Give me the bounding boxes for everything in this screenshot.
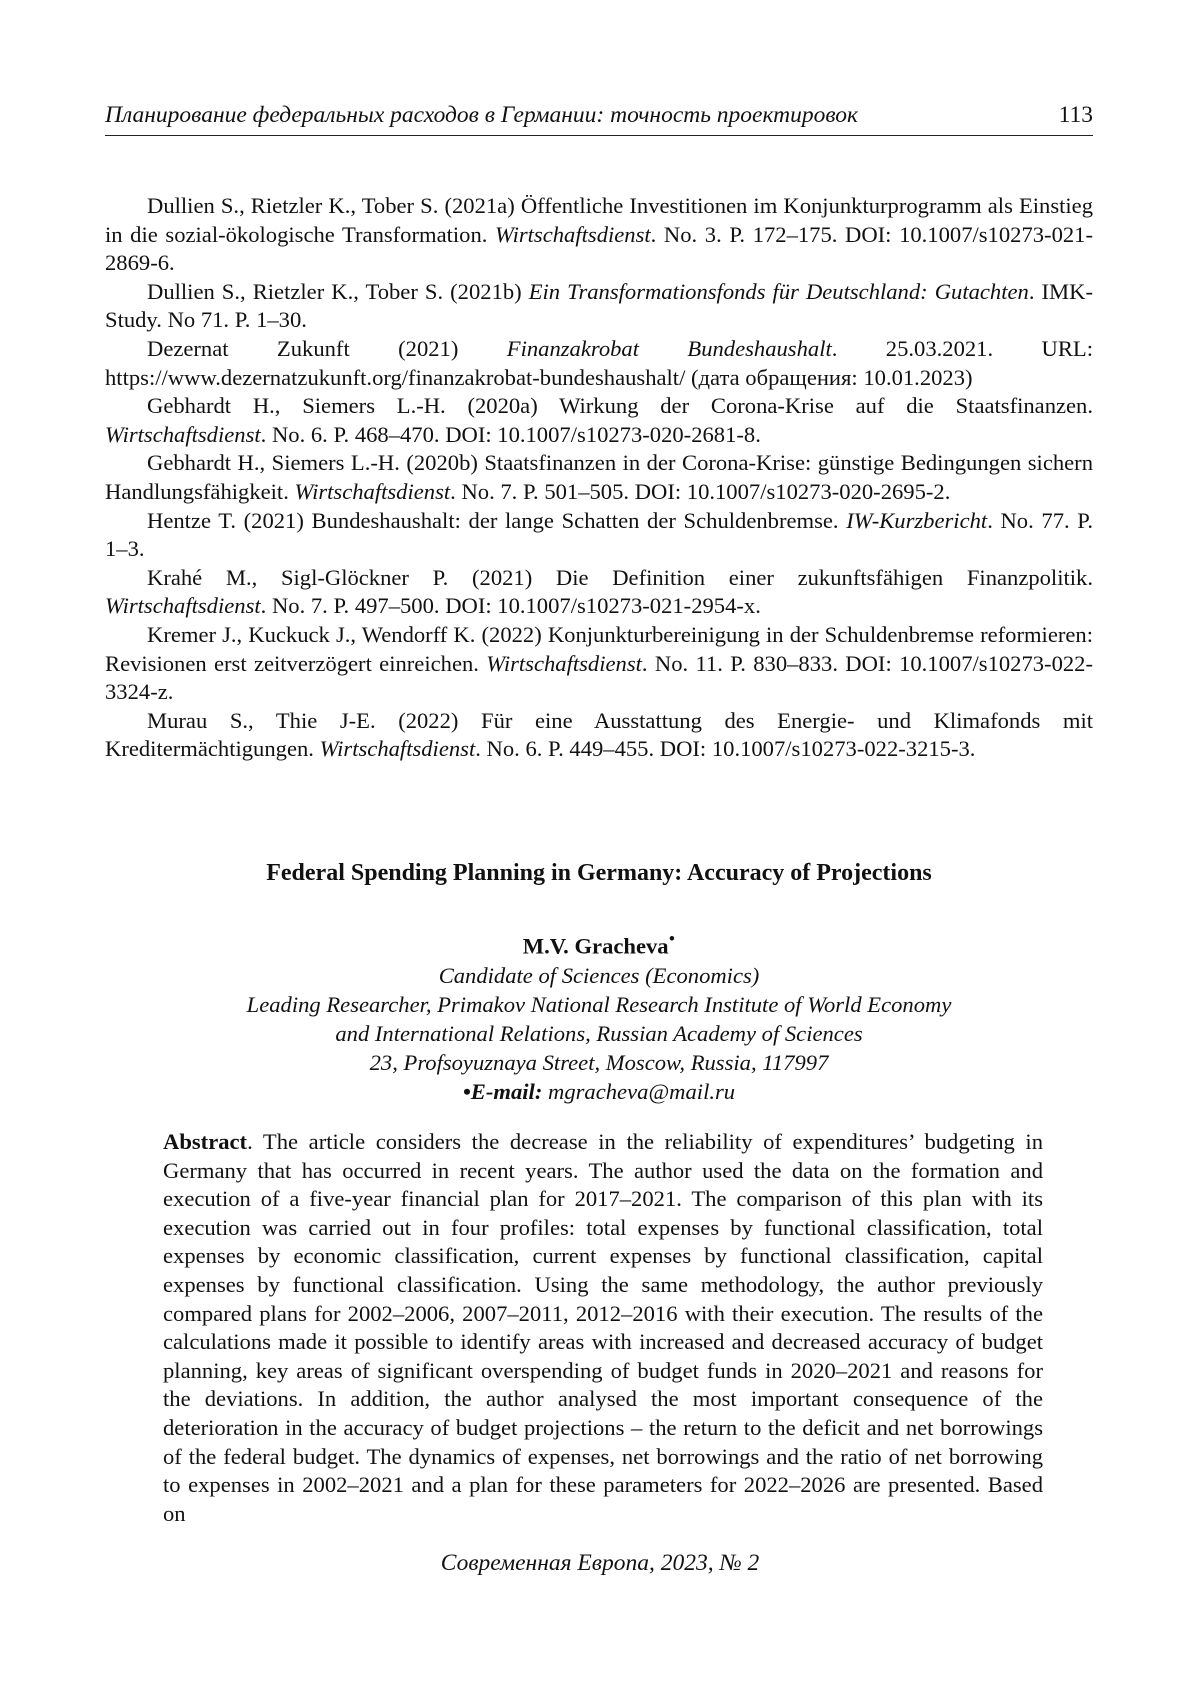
author-block: [105, 925, 1093, 1106]
email-line: [105, 1077, 1093, 1106]
author-name: M.V. Gracheva: [522, 933, 669, 959]
reference-item: Gebhardt H., Siemers L.-H. (2020a) Wirkung der Corona-Krise auf die Staatsfinanzen. Wirtschaftsdienst. No. 6. P. 468–470. DOI: 10.1007/s10273-020-2681-8.: [105, 393, 1093, 447]
author-address: 23, Profsoyuznaya Street, Moscow, Russia, 117997: [369, 1049, 829, 1075]
abstract-text: . The article considers the decrease in the reliability of expenditures’ budgeting in Germany that has occurred in recent years. The author used the data on the formation and execution of a five-year financial plan for 2017–2021. The comparison of this plan with its execution was carried out in four profiles: total expenses by functional classification, total expenses by economic classification, current expenses by functional classification, capital expenses by functional classification. Using the same methodology, the author previously compared plans for 2002–2006, 2007–2011, 2012–2016 with their execution. The results of the calculations made it possible to identify areas with increased and decreased accuracy of budget planning, key areas of significant overspending of budget funds in 2020–2021 and reasons for the deviations. In addition, the author analysed the most important consequence of the deterioration in the accuracy of budget projections – the return to the deficit and net borrowings of the federal budget. The dynamics of expenses, net borrowings and the ratio of net borrowing to expenses in 2002–2021 and a plan for these parameters for 2022–2026 are presented. Based on: [163, 1129, 1043, 1526]
reference-item: Dullien S., Rietzler K., Tober S. (2021a) Öffentliche Investitionen im Konjunkturprogramm als Einstieg in die sozial-ökologische Transformation. Wirtschaftsdienst. No. 3. P. 172–175. DOI: 10.1007/s10273-021-2869-6.: [105, 193, 1093, 276]
author-mark: •: [668, 929, 676, 950]
running-title: Планирование федеральных расходов в Германии: точность проектировок: [105, 102, 859, 128]
author-institution: and International Relations, Russian Academy of Sciences: [335, 1020, 863, 1046]
reference-item: Dullien S., Rietzler K., Tober S. (2021b) Ein Transformationsfonds für Deutschland: Gutachten. IMK-Study. No 71. P. 1–30.: [105, 278, 1093, 333]
reference-item: Hentze T. (2021) Bundeshaushalt: der lange Schatten der Schuldenbremse. IW-Kurzbericht. No. 77. P. 1–3.: [105, 507, 1094, 562]
reference-item: Murau S., Thie J-E. (2022) Für eine Ausstattung des Energie- und Klimafonds mit Kreditermächtigungen. Wirtschaftsdienst. No. 6. P. 449–455. DOI: 10.1007/s10273-022-3215-3.: [105, 707, 1093, 762]
reference-list: [105, 192, 1093, 764]
reference-item: Krahé M., Sigl-Glöckner P. (2021) Die Definition einer zukunftsfähigen Finanzpolitik. Wirtschaftsdienst. No. 7. P. 497–500. DOI: 10.1007/s10273-021-2954-x.: [105, 564, 1093, 619]
author-degree: Candidate of Sciences (Economics): [438, 962, 760, 988]
author-line: [105, 925, 1093, 961]
reference-item: Kremer J., Kuckuck J., Wendorff K. (2022) Konjunkturbereinigung in der Schuldenbremse reformieren: Revisionen erst zeitverzögert einreichen. Wirtschaftsdienst. No. 11. P. 830–833. DOI: 10.1007/s10273-022-3324-z.: [105, 621, 1093, 705]
abstract-label: Abstract: [163, 1129, 248, 1154]
article-title: Federal Spending Planning in Germany: Accuracy of Projections: [266, 860, 932, 886]
page-number: 113: [1058, 102, 1093, 128]
reference-item: Gebhardt H., Siemers L.-H. (2020b) Staatsfinanzen in der Corona-Krise: günstige Bedingungen sichern Handlungsfähigkeit. Wirtschaftsdienst. No. 7. P. 501–505. DOI: 10.1007/s10273-020-2695-2.: [105, 450, 1093, 504]
reference-item: Dezernat Zukunft (2021) Finanzakrobat Bundeshaushalt. 25.03.2021. URL: https://www.dezernatzukunft.org/finanzakrobat-bundeshaushalt/ (дата обращения: 10.01.2023): [105, 335, 1094, 390]
journal-footer: Современная Европа, 2023, № 2: [440, 1550, 760, 1576]
email-label: •E-mail:: [462, 1078, 543, 1104]
abstract: [163, 1128, 1043, 1528]
running-header: [105, 102, 1093, 136]
email-address[interactable]: mgracheva@mail.ru: [548, 1078, 736, 1104]
author-position: Leading Researcher, Primakov National Research Institute of World Economy: [246, 991, 952, 1017]
